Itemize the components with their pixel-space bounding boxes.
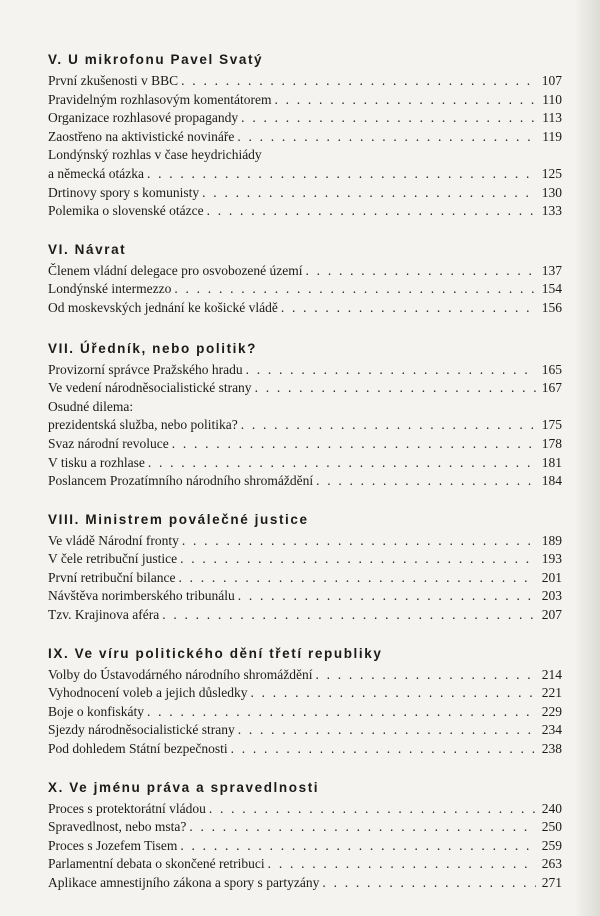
leader-dots — [255, 379, 536, 398]
entry-page: 189 — [541, 532, 562, 548]
leader-dots — [274, 91, 536, 110]
entry-title: Pravidelným rozhlasovým komentátorem — [48, 91, 272, 107]
toc-entry[interactable] — [48, 837, 562, 856]
entry-title: Poslancem Prozatímního národního shromáždění — [48, 473, 314, 489]
toc-entry[interactable] — [48, 379, 562, 398]
entry-title: První zkušenosti v BBC — [48, 73, 179, 88]
entry-title: Aplikace amnestijního zákona a spory s partyzány — [48, 875, 320, 890]
toc-section — [48, 645, 562, 759]
entry-title: Členem vládní delegace pro osvobozené území — [48, 262, 303, 278]
entry-title: Zaostřeno na aktivistické novináře — [48, 128, 235, 144]
entry-title: Organizace rozhlasové propagandy — [48, 110, 239, 126]
toc-entry[interactable] — [48, 874, 562, 893]
entry-title: V čele retribuční justice — [48, 551, 178, 567]
toc-entry[interactable] — [48, 703, 562, 722]
leader-dots — [180, 550, 536, 569]
toc-entry[interactable] — [48, 361, 562, 380]
entry-page: 221 — [541, 685, 562, 701]
entry-page: 125 — [541, 165, 562, 181]
toc-entry[interactable] — [48, 855, 562, 874]
entry-page: 250 — [541, 819, 562, 835]
toc-entry[interactable] — [48, 800, 562, 819]
entry-title: Ve vládě Národní fronty — [48, 532, 179, 548]
entry-page: 133 — [541, 203, 562, 219]
toc-section — [48, 340, 562, 491]
toc-section — [48, 779, 562, 893]
entry-title: První retribuční bilance — [48, 569, 176, 585]
entry-page: 175 — [541, 417, 562, 433]
toc-entry[interactable] — [48, 569, 562, 588]
section-heading: VIII. Ministrem poválečné justice — [48, 511, 309, 527]
entry-title: Svaz národní revoluce — [48, 435, 169, 451]
entry-title: Spravedlnost, nebo msta? — [48, 819, 187, 835]
entry-title: a německá otázka — [48, 165, 144, 181]
leader-dots — [209, 800, 536, 819]
entry-page: 201 — [541, 569, 562, 585]
entry-title: Provizorní správce Pražského hradu — [48, 361, 243, 377]
entry-page: 181 — [541, 454, 562, 470]
entry-page: 167 — [541, 380, 562, 396]
leader-dots — [148, 454, 536, 473]
entry-page: 263 — [541, 856, 562, 872]
entry-page: 193 — [541, 551, 562, 567]
entry-page: 156 — [541, 299, 562, 315]
toc-entry[interactable] — [48, 435, 562, 454]
toc-entry[interactable] — [48, 262, 562, 281]
toc-entry[interactable] — [48, 416, 562, 435]
leader-dots — [147, 165, 536, 184]
leader-dots — [174, 280, 536, 299]
leader-dots — [241, 416, 536, 435]
entry-page: 165 — [541, 361, 562, 377]
section-heading: VI. Návrat — [48, 241, 127, 257]
entry-page: 207 — [541, 607, 562, 623]
entry-title: Proces s Jozefem Tisem — [48, 837, 178, 853]
leader-dots — [315, 666, 536, 685]
entry-title: Parlamentní debata o skončené retribuci — [48, 856, 265, 872]
toc-entry[interactable] — [48, 72, 562, 91]
toc-entry[interactable] — [48, 818, 562, 837]
toc-entry[interactable] — [48, 684, 562, 703]
entry-title: V tisku a rozhlase — [48, 454, 145, 470]
entry-page: 137 — [541, 262, 562, 278]
leader-dots — [237, 128, 536, 147]
entry-title: Proces s protektorátní vládou — [48, 800, 206, 816]
toc-entry[interactable] — [48, 91, 562, 110]
toc-entry[interactable] — [48, 165, 562, 184]
entry-page: 178 — [541, 435, 562, 451]
entry-title: Drtinovy spory s komunisty — [48, 184, 200, 200]
entry-title: Sjezdy národněsocialistické strany — [48, 722, 235, 738]
entry-page: 238 — [541, 741, 562, 757]
entry-page: 113 — [542, 110, 562, 126]
toc-section — [48, 511, 562, 625]
leader-dots — [180, 837, 536, 856]
entry-page: 259 — [541, 837, 562, 853]
leader-dots — [181, 72, 536, 91]
entry-title: Boje o konfiskáty — [48, 703, 144, 719]
entry-page: 110 — [542, 91, 562, 107]
toc-entry[interactable] — [48, 454, 562, 473]
toc-entry[interactable] — [48, 109, 562, 128]
toc-entry[interactable] — [48, 299, 562, 318]
toc-entry[interactable] — [48, 666, 562, 685]
toc-section — [48, 51, 562, 221]
entry-title: Od moskevských jednání ke košické vládě — [48, 299, 278, 315]
toc-entry[interactable] — [48, 550, 562, 569]
leader-dots — [147, 703, 536, 722]
entry-page: 240 — [541, 800, 562, 816]
entry-title: Tzv. Krajinova aféra — [48, 607, 160, 623]
section-heading: VII. Úředník, nebo politik? — [48, 340, 257, 356]
entry-page: 203 — [541, 588, 562, 604]
leader-dots — [189, 818, 536, 837]
toc-entry[interactable] — [48, 740, 562, 759]
entry-title: prezidentská služba, nebo politika? — [48, 417, 238, 433]
entry-page: 229 — [541, 703, 562, 719]
leader-dots — [250, 684, 536, 703]
entry-page: 119 — [542, 128, 562, 144]
section-heading: X. Ve jménu práva a spravedlnosti — [48, 779, 320, 795]
leader-dots — [322, 874, 536, 893]
leader-dots — [306, 262, 536, 281]
toc-entry[interactable] — [48, 587, 562, 606]
entry-title-line1: Osudné dilema: — [48, 398, 134, 414]
leader-dots — [162, 606, 536, 625]
toc-entry[interactable] — [48, 202, 562, 221]
toc-entry[interactable] — [48, 280, 562, 299]
leader-dots — [178, 569, 536, 588]
leader-dots — [246, 361, 536, 380]
entry-page: 154 — [541, 281, 562, 297]
entry-title: Vyhodnocení voleb a jejich důsledky — [48, 685, 248, 701]
entry-page: 130 — [541, 184, 562, 200]
leader-dots — [268, 855, 536, 874]
toc-entry[interactable] — [48, 184, 562, 203]
table-of-contents — [48, 51, 562, 913]
entry-title: Pod dohledem Státní bezpečnosti — [48, 741, 228, 757]
entry-title: Londýnské intermezzo — [48, 281, 172, 297]
toc-entry[interactable] — [48, 472, 562, 491]
section-heading: V. U mikrofonu Pavel Svatý — [48, 52, 264, 67]
leader-dots — [281, 299, 536, 318]
toc-entry[interactable] — [48, 721, 562, 740]
entry-title: Návštěva norimberského tribunálu — [48, 588, 235, 604]
entry-page: 107 — [541, 73, 562, 88]
leader-dots — [202, 184, 536, 203]
entry-page: 214 — [541, 666, 562, 682]
leader-dots — [241, 109, 536, 128]
leader-dots — [316, 472, 536, 491]
toc-entry[interactable] — [48, 606, 562, 625]
entry-title: Ve vedení národněsocialistické strany — [48, 380, 252, 396]
toc-section — [48, 241, 562, 318]
toc-entry[interactable] — [48, 128, 562, 147]
entry-title-line1: Londýnský rozhlas v čase heydrichiády — [48, 147, 262, 163]
entry-title: Volby do Ústavodárného národního shromáždění — [48, 666, 313, 682]
section-heading: IX. Ve víru politického dění třetí republiky — [48, 645, 383, 661]
leader-dots — [238, 587, 536, 606]
leader-dots — [182, 532, 536, 551]
toc-entry[interactable] — [48, 532, 562, 551]
leader-dots — [231, 740, 536, 759]
leader-dots — [172, 435, 536, 454]
entry-page: 234 — [541, 722, 562, 738]
entry-page: 271 — [541, 875, 562, 890]
entry-title: Polemika o slovenské otázce — [48, 203, 204, 219]
page-edge-shadow — [574, 0, 600, 916]
entry-page: 184 — [541, 473, 562, 489]
leader-dots — [238, 721, 536, 740]
leader-dots — [207, 202, 536, 221]
